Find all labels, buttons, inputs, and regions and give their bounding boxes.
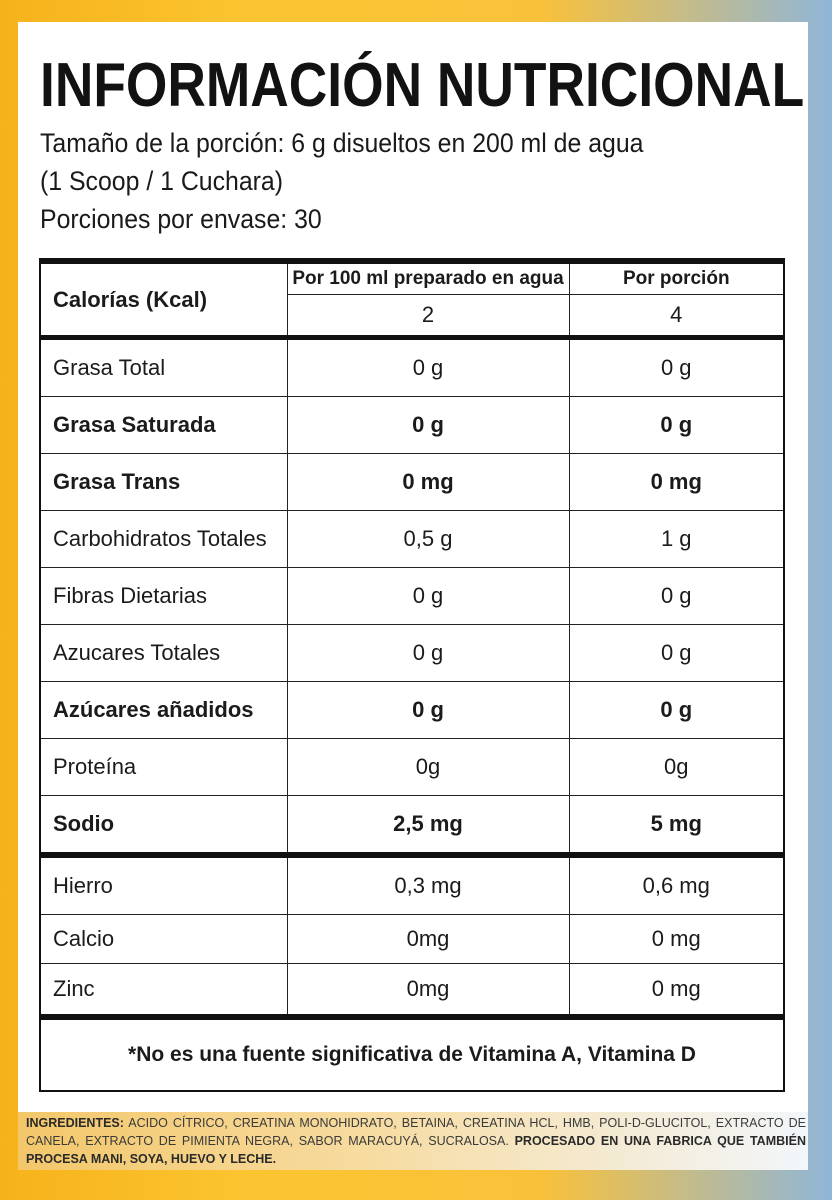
table-row	[40, 397, 784, 454]
serving-info	[40, 124, 739, 238]
footnote: *No es una fuente significativa de Vitamina A, Vitamina D	[40, 1017, 784, 1091]
nutrient-portion: 0 mg	[569, 454, 784, 511]
table-row	[40, 454, 784, 511]
ingredients-band	[18, 1112, 808, 1170]
nutrient-label: Grasa Saturada	[40, 397, 287, 454]
nutrient-label: Carbohidratos Totales	[40, 511, 287, 568]
nutrient-per100: 0,3 mg	[287, 855, 569, 915]
ingredients-list: ACIDO CÍTRICO, CREATINA MONOHIDRATO, BETAINA, CREATINA HCL, HMB, POLI-D-GLUCITOL, EXTRACTO DE CANELA, EXTRACTO DE PIMIENTA NEGRA, SABOR MARACUYÁ, SUCRALOSA.	[26, 1116, 806, 1148]
nutrient-label: Azúcares añadidos	[40, 682, 287, 739]
nutrient-label: Azucares Totales	[40, 625, 287, 682]
nutrient-label: Calcio	[40, 915, 287, 964]
label-panel	[18, 22, 808, 1170]
nutrition-table	[39, 258, 785, 1092]
nutrient-per100: 0 g	[287, 568, 569, 625]
calories-portion: 4	[569, 295, 784, 338]
table-header-row	[40, 261, 784, 295]
table-row	[40, 511, 784, 568]
table-row	[40, 855, 784, 915]
table-row	[40, 964, 784, 1018]
allergen-warning: PROCESADO EN UNA FABRICA QUE TAMBIÉN PROCESA MANI, SOYA, HUEVO Y LECHE.	[26, 1134, 806, 1166]
nutrient-portion: 0 g	[569, 338, 784, 397]
nutrient-per100: 0g	[287, 739, 569, 796]
nutrient-portion: 0 mg	[569, 964, 784, 1018]
nutrient-portion: 0g	[569, 739, 784, 796]
column-header-portion: Por porción	[569, 261, 784, 295]
nutrient-per100: 0 mg	[287, 454, 569, 511]
nutrient-portion: 0 g	[569, 568, 784, 625]
nutrient-label: Grasa Total	[40, 338, 287, 397]
ingredients-label: INGREDIENTES:	[26, 1116, 124, 1130]
page-title: INFORMACIÓN NUTRICIONAL	[40, 51, 805, 120]
table-row	[40, 568, 784, 625]
ingredients-text	[26, 1114, 806, 1168]
nutrient-per100: 0 g	[287, 397, 569, 454]
table-row	[40, 739, 784, 796]
nutrient-label: Hierro	[40, 855, 287, 915]
nutrient-portion: 0 g	[569, 397, 784, 454]
nutrient-label: Grasa Trans	[40, 454, 287, 511]
nutrient-label: Proteína	[40, 739, 287, 796]
table-row	[40, 682, 784, 739]
nutrient-label: Fibras Dietarias	[40, 568, 287, 625]
nutrient-per100: 0mg	[287, 915, 569, 964]
nutrient-portion: 0 mg	[569, 915, 784, 964]
serving-scoop: (1 Scoop / 1 Cuchara)	[40, 166, 284, 196]
nutrient-per100: 2,5 mg	[287, 796, 569, 856]
nutrient-per100: 0 g	[287, 682, 569, 739]
calories-100ml: 2	[287, 295, 569, 338]
nutrient-portion: 5 mg	[569, 796, 784, 856]
nutrient-portion: 0,6 mg	[569, 855, 784, 915]
nutrient-per100: 0 g	[287, 625, 569, 682]
footnote-row	[40, 1017, 784, 1091]
nutrient-per100: 0mg	[287, 964, 569, 1018]
table-row	[40, 625, 784, 682]
table-row	[40, 338, 784, 397]
nutrient-per100: 0 g	[287, 338, 569, 397]
column-header-100ml: Por 100 ml preparado en agua	[287, 261, 569, 295]
nutrient-portion: 0 g	[569, 682, 784, 739]
table-row	[40, 915, 784, 964]
nutrient-portion: 0 g	[569, 625, 784, 682]
servings-per-container: Porciones por envase: 30	[40, 204, 322, 234]
table-row	[40, 796, 784, 856]
nutrient-label: Zinc	[40, 964, 287, 1018]
serving-size: Tamaño de la porción: 6 g disueltos en 200 ml de agua	[40, 128, 644, 158]
nutrient-portion: 1 g	[569, 511, 784, 568]
calories-label: Calorías (Kcal)	[40, 261, 287, 338]
nutrient-label: Sodio	[40, 796, 287, 856]
nutrient-per100: 0,5 g	[287, 511, 569, 568]
